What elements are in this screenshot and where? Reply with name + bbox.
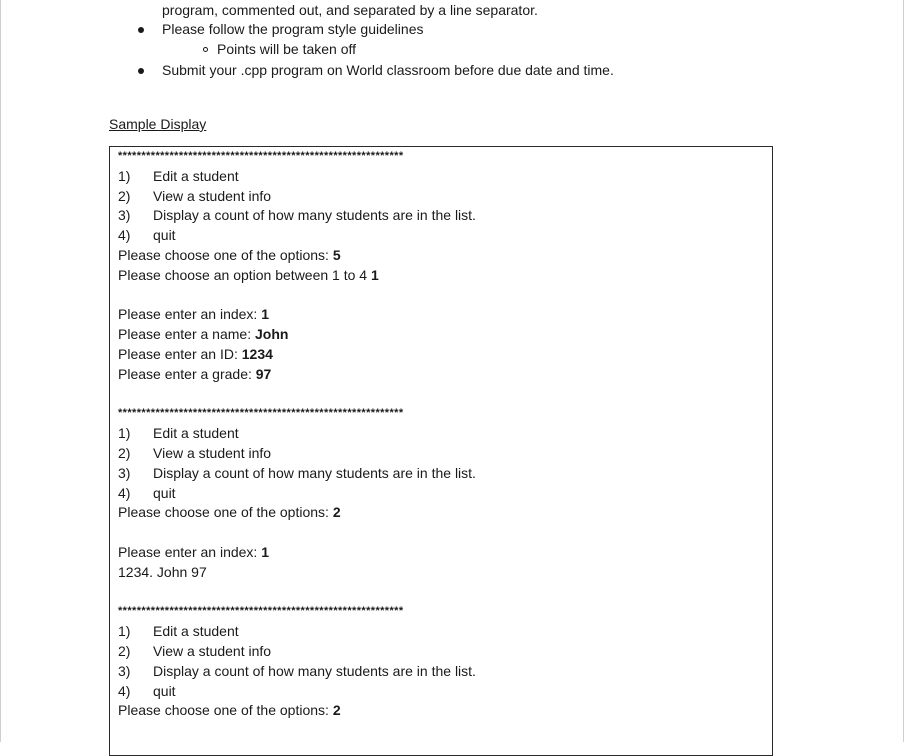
menu-number: 2) <box>118 444 131 461</box>
index-line <box>118 543 772 563</box>
bullet-icon <box>138 27 144 33</box>
blank-line <box>118 385 772 405</box>
grade-line <box>118 365 772 385</box>
menu-item <box>118 424 772 444</box>
menu-label: Display a count of how many students are in the list. <box>153 207 476 224</box>
instruction-bullet-submit: Submit your .cpp program on World classroom before due date and time. <box>162 62 614 78</box>
retry-option-line <box>118 266 772 286</box>
menu-label: quit <box>153 484 176 501</box>
separator-line: ************************************************************* <box>118 150 404 162</box>
menu-label: Display a count of how many students are in the list. <box>153 662 476 679</box>
prompt-text: Please enter an index: <box>118 543 262 560</box>
input-value: 97 <box>255 365 272 382</box>
instruction-line: program, commented out, and separated by a line separator. <box>162 2 538 18</box>
index-line <box>118 305 772 325</box>
menu-label: View a student info <box>153 187 272 204</box>
separator-line: ************************************************************* <box>118 407 404 420</box>
prompt-text: Please choose one of the options: <box>118 702 333 719</box>
choose-option-line <box>118 503 772 523</box>
choose-option-line <box>118 701 772 721</box>
instruction-sub-bullet: Points will be taken off <box>217 41 357 57</box>
menu-item <box>118 682 772 702</box>
menu-label: quit <box>153 227 176 244</box>
menu-item <box>118 206 772 226</box>
menu-item <box>118 226 772 246</box>
menu-label: Edit a student <box>153 623 239 640</box>
menu-number: 2) <box>118 642 131 659</box>
name-line <box>118 325 772 345</box>
prompt-text: Please enter a name: <box>118 326 255 343</box>
hollow-bullet-icon <box>203 47 208 52</box>
input-value: John <box>254 326 289 343</box>
menu-item <box>118 464 772 484</box>
prompt-text: Please enter an ID: <box>118 345 242 362</box>
input-value: 1 <box>370 266 379 283</box>
menu-label: Edit a student <box>153 167 239 184</box>
input-value: 2 <box>332 702 341 719</box>
menu-item <box>118 662 772 682</box>
menu-label: Edit a student <box>153 425 239 442</box>
input-value: 1 <box>261 543 270 560</box>
bullet-icon <box>138 68 144 74</box>
instruction-bullet-style: Please follow the program style guidelines <box>162 21 424 37</box>
menu-item <box>118 484 772 504</box>
menu-number: 4) <box>118 682 131 699</box>
id-line <box>118 345 772 365</box>
prompt-text: Please choose one of the options: <box>118 504 333 521</box>
menu-label: quit <box>153 682 176 699</box>
prompt-text: Please enter an index: <box>118 306 262 323</box>
menu-label: Display a count of how many students are in the list. <box>153 464 476 481</box>
menu-number: 1) <box>118 167 131 184</box>
menu-number: 4) <box>118 227 131 244</box>
separator-line: ************************************************************* <box>118 605 404 618</box>
blank-line <box>118 286 772 306</box>
menu-number: 3) <box>118 464 131 481</box>
prompt-text: Please enter a grade: <box>118 365 256 382</box>
menu-number: 3) <box>118 207 131 224</box>
sample-display-box <box>109 146 773 756</box>
menu-label: View a student info <box>153 444 272 461</box>
sample-display-heading: Sample Display <box>109 116 207 132</box>
menu-label: View a student info <box>153 642 272 659</box>
input-value: 5 <box>332 246 341 263</box>
prompt-text: Please choose one of the options: <box>118 246 333 263</box>
menu-item <box>118 622 772 642</box>
menu-item <box>118 167 772 187</box>
blank-line <box>118 523 772 543</box>
menu-number: 4) <box>118 484 131 501</box>
menu-number: 1) <box>118 623 131 640</box>
blank-line <box>118 583 772 603</box>
input-value: 1234 <box>241 345 273 362</box>
menu-item <box>118 642 772 662</box>
menu-item <box>118 444 772 464</box>
menu-number: 3) <box>118 662 131 679</box>
prompt-text: Please choose an option between 1 to 4 <box>118 266 371 283</box>
student-output-line: 1234. John 97 <box>118 563 207 580</box>
menu-item <box>118 187 772 207</box>
menu-number: 1) <box>118 425 131 442</box>
choose-option-line <box>118 246 772 266</box>
menu-number: 2) <box>118 187 131 204</box>
input-value: 2 <box>332 504 341 521</box>
input-value: 1 <box>261 306 270 323</box>
